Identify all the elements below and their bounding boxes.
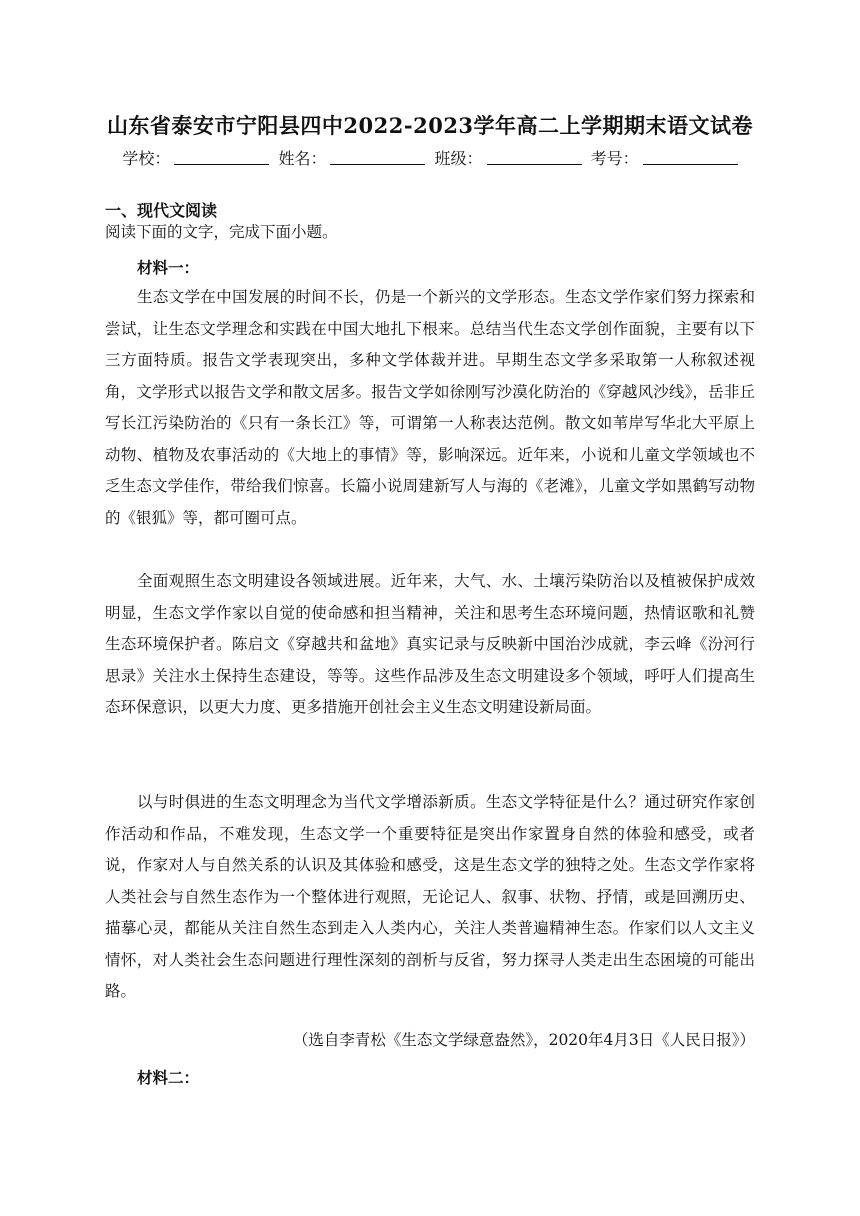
material-one-source: （选自李青松《生态文学绿意盎然》，2020年4月3日《人民日报》） <box>292 1031 755 1049</box>
page-title: 山东省泰安市宁阳县四中2022-2023学年高二上学期期末语文试卷 <box>106 113 754 138</box>
class-field: 班级： <box>435 146 582 169</box>
name-blank[interactable] <box>330 150 425 165</box>
section-instruction: 阅读下面的文字，完成下面小题。 <box>105 223 338 241</box>
school-field: 学校： <box>122 146 269 169</box>
material-one-paragraph-1: 生态文学在中国发展的时间不长，仍是一个新兴的文学形态。生态文学作家们努力探索和尝试，让生态文学理念和实践在中国大地扎下根来。总结当代生态文学创作面貌，主要有以下三方面特质。报告文学表现突出，多种文学体裁并进。早期生态文学多采取第一人称叙述视角，文学形式以报告文学和散文居多。报告文学如徐刚写沙漠化防治的《穿越风沙线》，岳非丘写长江污染防治的《只有一条长江》等，可谓第一人称表达范例。散文如苇岸写华北大平原上动物、植物及农事活动的《大地上的事情》等，影响深远。近年来，小说和儿童文学领域也不乏生态文学佳作，带给我们惊喜。长篇小说周建新写人与海的《老滩》，儿童文学如黑鹤写动物的《银狐》等，都可圈可点。 <box>105 288 755 527</box>
school-blank[interactable] <box>174 150 269 165</box>
class-blank[interactable] <box>487 150 582 165</box>
material-two-label: 材料二： <box>137 1068 200 1087</box>
student-info-row <box>0 146 860 169</box>
section-heading: 一、现代文阅读 <box>105 201 218 220</box>
name-field: 姓名： <box>278 146 425 169</box>
exam-number-field: 考号： <box>591 146 738 169</box>
material-one-label: 材料一： <box>137 258 200 277</box>
exam-number-blank[interactable] <box>643 150 738 165</box>
material-one-paragraph-3: 以与时俱进的生态文明理念为当代文学增添新质。生态文学特征是什么？通过研究作家创作活动和作品，不难发现，生态文学一个重要特征是突出作家置身自然的体验和感受，或者说，作家对人与自然关系的认识及其体验和感受，这是生态文学的独特之处。生态文学作家将人类社会与自然生态作为一个整体进行观照，无论记人、叙事、状物、抒情，或是回溯历史、描摹心灵，都能从关注自然生态到走入人类内心，关注人类普遍精神生态。作家们以人文主义情怀，对人类社会生态问题进行理性深刻的剖析与反省，努力探寻人类走出生态困境的可能出路。 <box>105 793 755 1000</box>
material-one-paragraph-2: 全面观照生态文明建设各领域进展。近年来，大气、水、土壤污染防治以及植被保护成效明显，生态文学作家以自觉的使命感和担当精神，关注和思考生态环境问题，热情讴歌和礼赞生态环境保护者。陈启文《穿越共和盆地》真实记录与反映新中国治沙成就，李云峰《汾河行思录》关注水土保持生态建设，等等。这些作品涉及生态文明建设多个领域，呼吁人们提高生态环保意识，以更大力度、更多措施开创社会主义生态文明建设新局面。 <box>105 572 755 716</box>
